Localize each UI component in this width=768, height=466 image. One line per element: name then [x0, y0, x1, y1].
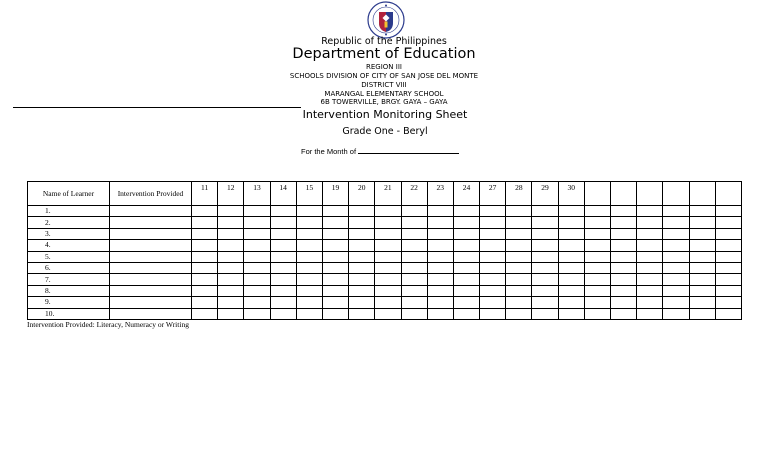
intervention-cell[interactable] — [110, 228, 192, 239]
intervention-cell[interactable] — [110, 297, 192, 308]
attendance-cell[interactable] — [584, 308, 610, 319]
school-name: MARANGAL ELEMENTARY SCHOOL — [324, 90, 444, 98]
attendance-cell[interactable] — [270, 206, 296, 217]
attendance-cell[interactable] — [427, 228, 453, 239]
learner-number: 10. — [28, 308, 110, 319]
attendance-cell[interactable] — [349, 251, 375, 262]
attendance-cell[interactable] — [375, 206, 401, 217]
day-column-header — [611, 182, 637, 206]
attendance-cell[interactable] — [584, 251, 610, 262]
attendance-cell[interactable] — [322, 297, 348, 308]
attendance-cell[interactable] — [480, 240, 506, 251]
district-line: DISTRICT VIII — [361, 81, 407, 89]
attendance-cell[interactable] — [270, 262, 296, 273]
attendance-cell[interactable] — [480, 262, 506, 273]
table-row — [28, 217, 742, 228]
attendance-cell[interactable] — [427, 297, 453, 308]
attendance-cell[interactable] — [375, 251, 401, 262]
attendance-cell[interactable] — [218, 308, 244, 319]
attendance-cell[interactable] — [322, 285, 348, 296]
intervention-footnote: Intervention Provided: Literacy, Numeracy or Writing — [27, 320, 189, 329]
attendance-cell[interactable] — [401, 308, 427, 319]
attendance-cell[interactable] — [322, 251, 348, 262]
attendance-cell[interactable] — [532, 262, 558, 273]
attendance-cell[interactable] — [296, 297, 322, 308]
attendance-cell[interactable] — [480, 206, 506, 217]
republic-line: Republic of the Philippines — [321, 36, 447, 47]
attendance-cell[interactable] — [270, 251, 296, 262]
attendance-cell[interactable] — [322, 240, 348, 251]
attendance-cell[interactable] — [532, 217, 558, 228]
attendance-cell[interactable] — [270, 228, 296, 239]
learner-number: 4. — [28, 240, 110, 251]
intervention-column-header: Intervention Provided — [110, 182, 192, 206]
attendance-cell[interactable] — [453, 285, 479, 296]
day-column-header: 15 — [296, 182, 322, 206]
attendance-cell[interactable] — [401, 228, 427, 239]
attendance-cell[interactable] — [532, 228, 558, 239]
attendance-cell[interactable] — [689, 262, 715, 273]
intervention-cell[interactable] — [110, 251, 192, 262]
attendance-cell[interactable] — [480, 285, 506, 296]
intervention-cell[interactable] — [110, 274, 192, 285]
attendance-cell[interactable] — [453, 274, 479, 285]
attendance-cell[interactable] — [192, 285, 218, 296]
attendance-cell[interactable] — [453, 206, 479, 217]
attendance-cell[interactable] — [192, 308, 218, 319]
attendance-cell[interactable] — [453, 251, 479, 262]
attendance-cell[interactable] — [453, 217, 479, 228]
attendance-cell[interactable] — [218, 285, 244, 296]
attendance-cell[interactable] — [611, 206, 637, 217]
attendance-cell[interactable] — [558, 297, 584, 308]
attendance-cell[interactable] — [480, 251, 506, 262]
region-line: REGION III — [366, 63, 402, 71]
attendance-cell[interactable] — [611, 308, 637, 319]
division-line: SCHOOLS DIVISION OF CITY OF SAN JOSE DEL MONTE — [289, 72, 479, 80]
attendance-cell[interactable] — [689, 308, 715, 319]
learner-number: 7. — [28, 274, 110, 285]
attendance-cell[interactable] — [375, 274, 401, 285]
attendance-cell[interactable] — [218, 228, 244, 239]
attendance-cell[interactable] — [558, 262, 584, 273]
attendance-cell[interactable] — [296, 251, 322, 262]
attendance-cell[interactable] — [401, 217, 427, 228]
attendance-cell[interactable] — [349, 285, 375, 296]
attendance-cell[interactable] — [584, 206, 610, 217]
attendance-cell[interactable] — [296, 285, 322, 296]
attendance-cell[interactable] — [244, 228, 270, 239]
day-column-header — [663, 182, 689, 206]
attendance-cell[interactable] — [611, 274, 637, 285]
attendance-cell[interactable] — [218, 262, 244, 273]
attendance-cell[interactable] — [349, 308, 375, 319]
attendance-cell[interactable] — [453, 297, 479, 308]
attendance-cell[interactable] — [270, 274, 296, 285]
month-field — [301, 146, 459, 156]
attendance-cell[interactable] — [663, 217, 689, 228]
attendance-cell[interactable] — [296, 228, 322, 239]
day-column-header: 23 — [427, 182, 453, 206]
attendance-cell[interactable] — [270, 285, 296, 296]
attendance-cell[interactable] — [611, 240, 637, 251]
attendance-cell[interactable] — [689, 228, 715, 239]
attendance-cell[interactable] — [584, 285, 610, 296]
attendance-cell[interactable] — [192, 228, 218, 239]
attendance-cell[interactable] — [296, 308, 322, 319]
attendance-cell[interactable] — [506, 251, 532, 262]
attendance-cell[interactable] — [506, 285, 532, 296]
attendance-cell[interactable] — [532, 274, 558, 285]
attendance-cell[interactable] — [349, 228, 375, 239]
day-column-header — [584, 182, 610, 206]
attendance-cell[interactable] — [715, 206, 741, 217]
attendance-cell[interactable] — [663, 206, 689, 217]
attendance-cell[interactable] — [532, 308, 558, 319]
day-column-header: 27 — [480, 182, 506, 206]
attendance-cell[interactable] — [192, 274, 218, 285]
learner-column-header: Name of Learner — [28, 182, 110, 206]
attendance-cell[interactable] — [584, 228, 610, 239]
attendance-cell[interactable] — [244, 206, 270, 217]
attendance-cell[interactable] — [637, 206, 663, 217]
attendance-cell[interactable] — [584, 217, 610, 228]
monitoring-table — [27, 181, 742, 320]
attendance-cell[interactable] — [349, 240, 375, 251]
attendance-cell[interactable] — [453, 240, 479, 251]
attendance-cell[interactable] — [532, 297, 558, 308]
attendance-cell[interactable] — [244, 262, 270, 273]
attendance-cell[interactable] — [715, 228, 741, 239]
attendance-cell[interactable] — [427, 308, 453, 319]
attendance-cell[interactable] — [427, 217, 453, 228]
attendance-cell[interactable] — [480, 308, 506, 319]
table-row — [28, 251, 742, 262]
learner-number: 5. — [28, 251, 110, 262]
attendance-cell[interactable] — [349, 262, 375, 273]
attendance-cell[interactable] — [715, 217, 741, 228]
table-row — [28, 262, 742, 273]
attendance-cell[interactable] — [218, 297, 244, 308]
attendance-cell[interactable] — [218, 206, 244, 217]
attendance-cell[interactable] — [506, 217, 532, 228]
attendance-cell[interactable] — [192, 206, 218, 217]
attendance-cell[interactable] — [663, 285, 689, 296]
attendance-cell[interactable] — [349, 217, 375, 228]
attendance-cell[interactable] — [715, 285, 741, 296]
day-column-header — [715, 182, 741, 206]
attendance-cell[interactable] — [401, 274, 427, 285]
attendance-cell[interactable] — [689, 297, 715, 308]
attendance-cell[interactable] — [244, 251, 270, 262]
attendance-cell[interactable] — [480, 274, 506, 285]
day-column-header: 29 — [532, 182, 558, 206]
month-blank[interactable] — [358, 146, 459, 154]
day-column-header: 20 — [349, 182, 375, 206]
attendance-cell[interactable] — [689, 240, 715, 251]
intervention-cell[interactable] — [110, 285, 192, 296]
attendance-cell[interactable] — [611, 217, 637, 228]
attendance-cell[interactable] — [637, 262, 663, 273]
day-column-header: 30 — [558, 182, 584, 206]
attendance-cell[interactable] — [689, 274, 715, 285]
attendance-cell[interactable] — [322, 262, 348, 273]
attendance-cell[interactable] — [296, 274, 322, 285]
attendance-cell[interactable] — [532, 285, 558, 296]
attendance-cell[interactable] — [244, 308, 270, 319]
day-column-header: 13 — [244, 182, 270, 206]
attendance-cell[interactable] — [244, 274, 270, 285]
attendance-cell[interactable] — [584, 240, 610, 251]
table-row — [28, 297, 742, 308]
attendance-cell[interactable] — [663, 262, 689, 273]
attendance-cell[interactable] — [663, 251, 689, 262]
learner-number: 1. — [28, 206, 110, 217]
attendance-cell[interactable] — [427, 240, 453, 251]
attendance-cell[interactable] — [558, 240, 584, 251]
attendance-cell[interactable] — [637, 297, 663, 308]
attendance-cell[interactable] — [611, 285, 637, 296]
attendance-cell[interactable] — [480, 217, 506, 228]
intervention-cell[interactable] — [110, 240, 192, 251]
attendance-cell[interactable] — [558, 285, 584, 296]
attendance-cell[interactable] — [558, 274, 584, 285]
attendance-cell[interactable] — [218, 217, 244, 228]
attendance-cell[interactable] — [584, 274, 610, 285]
attendance-cell[interactable] — [480, 297, 506, 308]
attendance-cell[interactable] — [375, 285, 401, 296]
table-row — [28, 240, 742, 251]
day-column-header: 19 — [322, 182, 348, 206]
attendance-cell[interactable] — [637, 228, 663, 239]
attendance-cell[interactable] — [322, 308, 348, 319]
attendance-cell[interactable] — [427, 206, 453, 217]
attendance-cell[interactable] — [558, 217, 584, 228]
school-address: 6B TOWERVILLE, BRGY. GAYA – GAYA — [320, 98, 448, 106]
learner-number: 3. — [28, 228, 110, 239]
attendance-cell[interactable] — [506, 240, 532, 251]
table-row — [28, 274, 742, 285]
attendance-cell[interactable] — [611, 262, 637, 273]
attendance-cell[interactable] — [689, 206, 715, 217]
deped-seal-icon — [367, 1, 405, 39]
attendance-cell[interactable] — [663, 297, 689, 308]
attendance-cell[interactable] — [218, 274, 244, 285]
attendance-cell[interactable] — [532, 206, 558, 217]
attendance-cell[interactable] — [427, 251, 453, 262]
attendance-cell[interactable] — [637, 285, 663, 296]
attendance-cell[interactable] — [322, 217, 348, 228]
attendance-cell[interactable] — [584, 297, 610, 308]
attendance-cell[interactable] — [506, 308, 532, 319]
month-label: For the Month of — [301, 147, 357, 156]
attendance-cell[interactable] — [401, 262, 427, 273]
attendance-cell[interactable] — [637, 308, 663, 319]
attendance-cell[interactable] — [296, 240, 322, 251]
attendance-cell[interactable] — [244, 297, 270, 308]
attendance-cell[interactable] — [401, 297, 427, 308]
attendance-cell[interactable] — [427, 262, 453, 273]
attendance-cell[interactable] — [192, 297, 218, 308]
learner-number: 2. — [28, 217, 110, 228]
attendance-cell[interactable] — [558, 308, 584, 319]
learner-number: 8. — [28, 285, 110, 296]
attendance-cell[interactable] — [270, 240, 296, 251]
attendance-cell[interactable] — [637, 217, 663, 228]
attendance-cell[interactable] — [611, 228, 637, 239]
table-row — [28, 285, 742, 296]
attendance-cell[interactable] — [689, 251, 715, 262]
attendance-cell[interactable] — [480, 228, 506, 239]
learner-number: 9. — [28, 297, 110, 308]
attendance-cell[interactable] — [270, 297, 296, 308]
attendance-cell[interactable] — [558, 206, 584, 217]
attendance-cell[interactable] — [296, 206, 322, 217]
day-column-header: 12 — [218, 182, 244, 206]
table-row — [28, 228, 742, 239]
attendance-cell[interactable] — [322, 274, 348, 285]
attendance-cell[interactable] — [715, 308, 741, 319]
attendance-cell[interactable] — [715, 297, 741, 308]
attendance-cell[interactable] — [453, 262, 479, 273]
attendance-cell[interactable] — [663, 274, 689, 285]
attendance-cell[interactable] — [453, 228, 479, 239]
attendance-cell[interactable] — [322, 228, 348, 239]
day-column-header: 14 — [270, 182, 296, 206]
day-column-header: 21 — [375, 182, 401, 206]
attendance-cell[interactable] — [218, 240, 244, 251]
grade-section: Grade One - Beryl — [342, 126, 428, 137]
attendance-cell[interactable] — [375, 262, 401, 273]
day-column-header — [689, 182, 715, 206]
attendance-cell[interactable] — [637, 251, 663, 262]
attendance-cell[interactable] — [427, 274, 453, 285]
attendance-cell[interactable] — [192, 262, 218, 273]
attendance-cell[interactable] — [427, 285, 453, 296]
attendance-cell[interactable] — [689, 285, 715, 296]
attendance-cell[interactable] — [532, 240, 558, 251]
attendance-cell[interactable] — [270, 308, 296, 319]
attendance-cell[interactable] — [506, 206, 532, 217]
department-name: Department of Education — [292, 46, 476, 62]
attendance-cell[interactable] — [244, 285, 270, 296]
attendance-cell[interactable] — [375, 217, 401, 228]
attendance-cell[interactable] — [218, 251, 244, 262]
attendance-cell[interactable] — [192, 217, 218, 228]
attendance-cell[interactable] — [663, 308, 689, 319]
attendance-cell[interactable] — [715, 240, 741, 251]
attendance-cell[interactable] — [270, 217, 296, 228]
attendance-cell[interactable] — [453, 308, 479, 319]
attendance-cell[interactable] — [375, 297, 401, 308]
attendance-cell[interactable] — [506, 228, 532, 239]
attendance-cell[interactable] — [558, 251, 584, 262]
table-row — [28, 308, 742, 319]
attendance-cell[interactable] — [349, 206, 375, 217]
learner-number: 6. — [28, 262, 110, 273]
attendance-cell[interactable] — [611, 297, 637, 308]
attendance-cell[interactable] — [715, 251, 741, 262]
intervention-cell[interactable] — [110, 308, 192, 319]
attendance-cell[interactable] — [558, 228, 584, 239]
attendance-cell[interactable] — [244, 240, 270, 251]
attendance-cell[interactable] — [244, 217, 270, 228]
intervention-cell[interactable] — [110, 206, 192, 217]
day-column-header: 22 — [401, 182, 427, 206]
intervention-cell[interactable] — [110, 262, 192, 273]
attendance-cell[interactable] — [506, 297, 532, 308]
day-column-header — [637, 182, 663, 206]
table-header-row — [28, 182, 742, 206]
attendance-cell[interactable] — [192, 240, 218, 251]
attendance-cell[interactable] — [611, 251, 637, 262]
attendance-cell[interactable] — [401, 240, 427, 251]
attendance-cell[interactable] — [375, 240, 401, 251]
attendance-cell[interactable] — [637, 240, 663, 251]
attendance-cell[interactable] — [401, 285, 427, 296]
attendance-cell[interactable] — [296, 262, 322, 273]
day-column-header: 28 — [506, 182, 532, 206]
table-row — [28, 206, 742, 217]
attendance-cell[interactable] — [349, 274, 375, 285]
attendance-cell[interactable] — [401, 206, 427, 217]
attendance-cell[interactable] — [192, 251, 218, 262]
sheet-title: Intervention Monitoring Sheet — [302, 108, 468, 121]
attendance-cell[interactable] — [506, 274, 532, 285]
attendance-cell[interactable] — [715, 262, 741, 273]
attendance-cell[interactable] — [663, 228, 689, 239]
attendance-cell[interactable] — [296, 217, 322, 228]
attendance-cell[interactable] — [584, 262, 610, 273]
attendance-cell[interactable] — [506, 262, 532, 273]
attendance-cell[interactable] — [401, 251, 427, 262]
day-column-header: 11 — [192, 182, 218, 206]
intervention-cell[interactable] — [110, 217, 192, 228]
attendance-cell[interactable] — [322, 206, 348, 217]
attendance-cell[interactable] — [375, 228, 401, 239]
attendance-cell[interactable] — [349, 297, 375, 308]
attendance-cell[interactable] — [375, 308, 401, 319]
attendance-cell[interactable] — [663, 240, 689, 251]
attendance-cell[interactable] — [689, 217, 715, 228]
day-column-header: 24 — [453, 182, 479, 206]
attendance-cell[interactable] — [532, 251, 558, 262]
attendance-cell[interactable] — [715, 274, 741, 285]
attendance-cell[interactable] — [637, 274, 663, 285]
